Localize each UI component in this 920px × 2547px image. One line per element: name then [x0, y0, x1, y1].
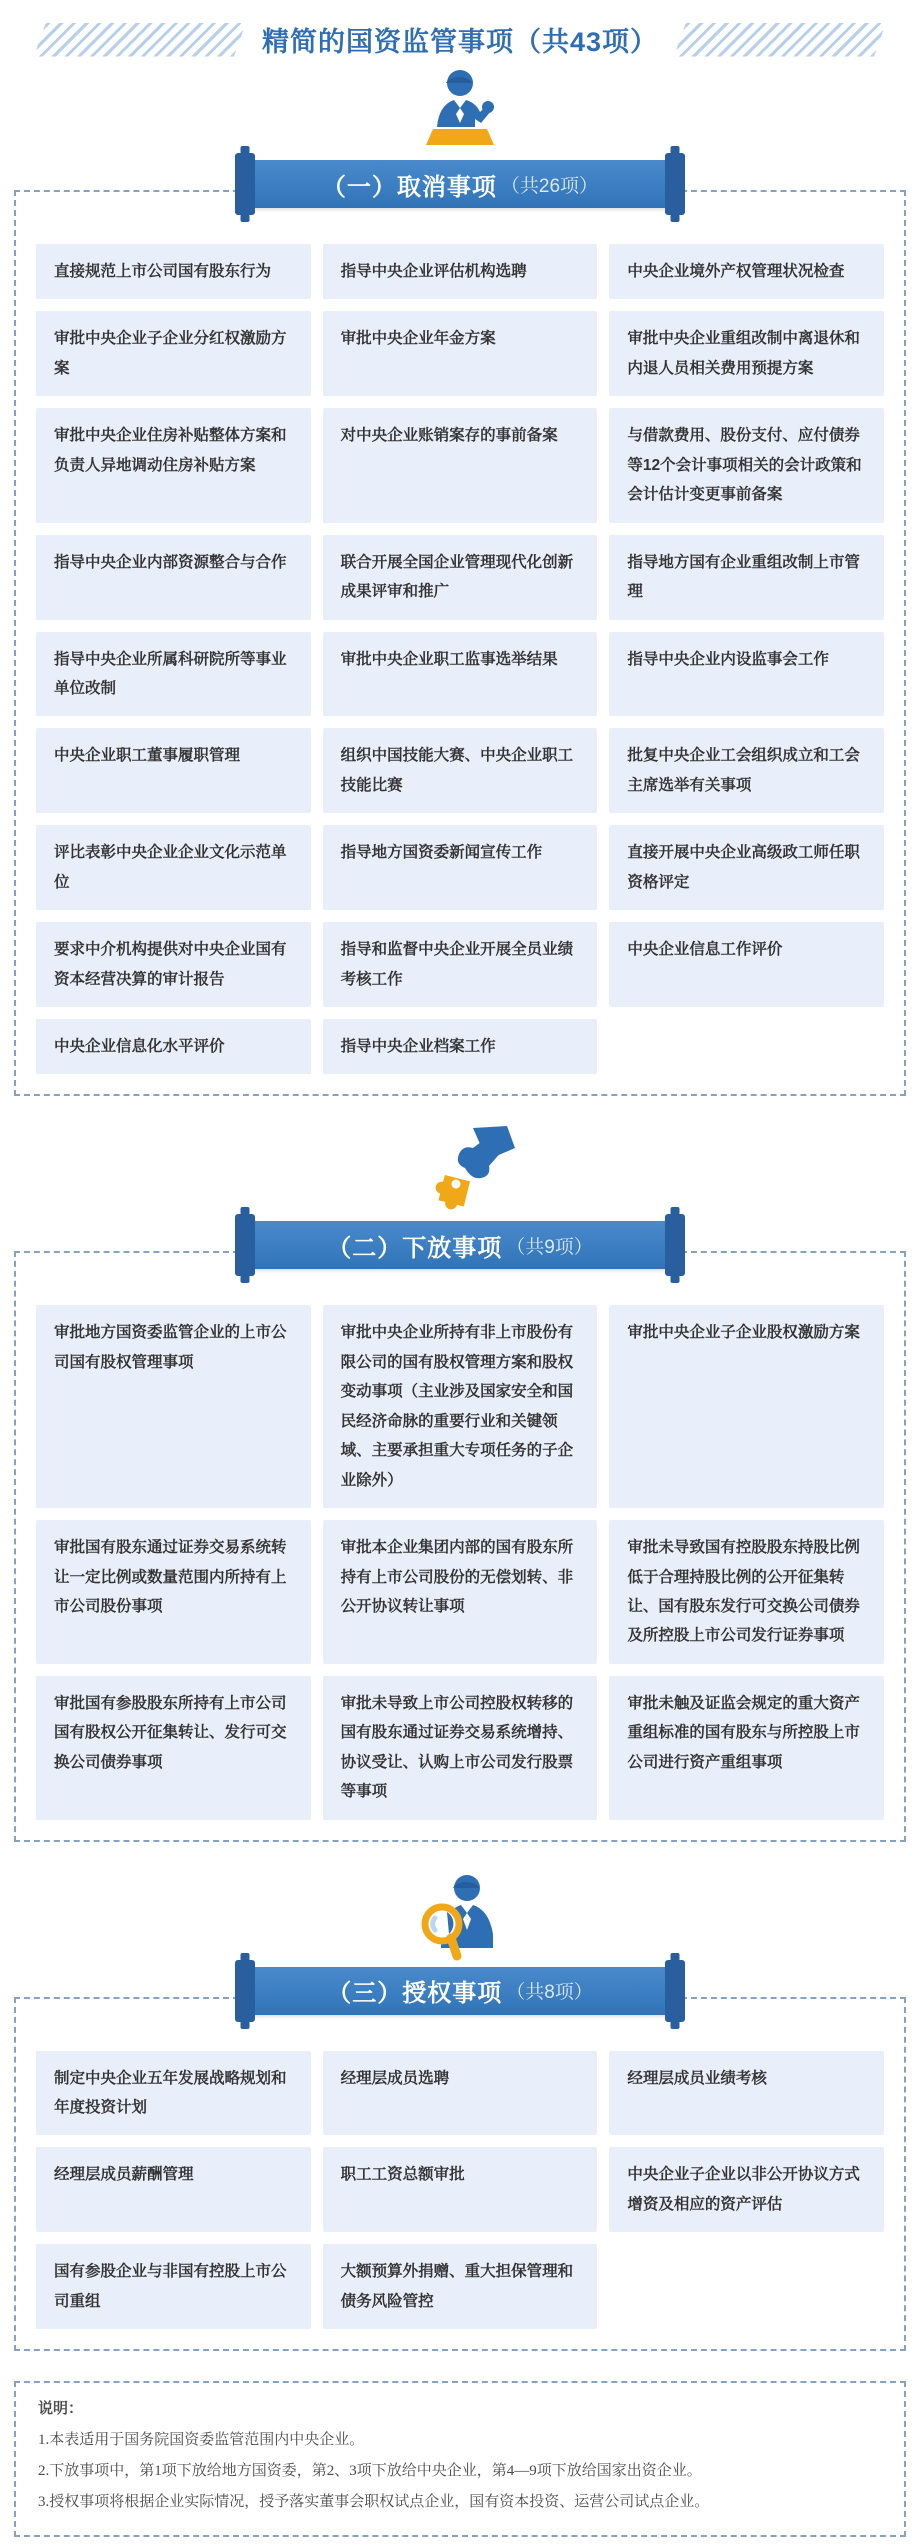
item-cell: 中央企业信息工作评价	[609, 922, 884, 1007]
section-cancel-header	[14, 65, 906, 215]
note-line: 1.本表适用于国务院国资委监管范围内中央企业。	[38, 2432, 365, 2449]
hand-puzzle-icon	[395, 1126, 525, 1220]
section-cancel-count: （共26项）	[500, 175, 599, 197]
item-cell: 中央企业境外产权管理状况检查	[609, 244, 884, 299]
scroll-cap-right	[665, 1960, 685, 2022]
item-cell: 中央企业职工董事履职管理	[36, 728, 311, 813]
section-authorize-title: （三）授权事项	[327, 1980, 503, 2008]
item-cell: 审批中央企业重组改制中离退休和内退人员相关费用预提方案	[609, 311, 884, 396]
scroll-cap-left	[235, 153, 255, 215]
item-cell: 经理层成员薪酬管理	[36, 2147, 311, 2232]
item-cell: 制定中央企业五年发展战略规划和年度投资计划	[36, 2051, 311, 2136]
item-cell: 指导中央企业内设监事会工作	[609, 632, 884, 717]
item-cell: 审批未导致上市公司控股权转移的国有股东通过证券交易系统增持、协议受让、认购上市公司发行股票等事项	[323, 1676, 598, 1820]
item-cell: 中央企业信息化水平评价	[36, 1019, 311, 1074]
scroll-cap-left	[235, 1214, 255, 1276]
item-cell: 审批中央企业子企业分红权激励方案	[36, 311, 311, 396]
section-cancel	[14, 65, 906, 1096]
section-authorize-items	[36, 2051, 884, 2330]
item-cell: 审批中央企业所持有非上市股份有限公司的国有股权管理方案和股权变动事项（主业涉及国家安全和国民经济命脉的重要行业和关键领域、主要承担重大专项任务的子企业除外）	[323, 1305, 598, 1508]
section-cancel-title: （一）取消事项	[321, 173, 497, 201]
item-cell: 联合开展全国企业管理现代化创新成果评审和推广	[323, 535, 598, 620]
section-delegate-count: （共9项）	[506, 1236, 593, 1258]
note-line: 3.授权事项将根据企业实际情况，授予落实董事会职权试点企业，国有资本投资、运营公司试点企业。	[38, 2494, 710, 2511]
item-cell: 审批中央企业职工监事选举结果	[323, 632, 598, 717]
page-title: 精简的国资监管事项（共43项）	[261, 27, 659, 57]
item-cell: 与借款费用、股份支付、应付债券等12个会计事项相关的会计政策和会计估计变更事前备案	[609, 408, 884, 522]
section-authorize-count: （共8项）	[506, 1982, 593, 2004]
item-cell: 评比表彰中央企业企业文化示范单位	[36, 825, 311, 910]
item-cell: 直接规范上市公司国有股东行为	[36, 244, 311, 299]
section-delegate-title: （二）下放事项	[327, 1234, 503, 1262]
item-cell: 经理层成员业绩考核	[609, 2051, 884, 2136]
scroll-cap-right	[665, 153, 685, 215]
section-authorize-banner	[235, 1960, 685, 2022]
hatch-decoration-left	[34, 23, 246, 57]
item-cell: 国有参股企业与非国有控股上市公司重组	[36, 2244, 311, 2329]
item-cell: 审批中央企业子企业股权激励方案	[609, 1305, 884, 1508]
item-cell: 审批未触及证监会规定的重大资产重组标准的国有股东与所控股上市公司进行资产重组事项	[609, 1676, 884, 1820]
item-cell: 指导和监督中央企业开展全员业绩考核工作	[323, 922, 598, 1007]
item-cell: 中央企业子企业以非公开协议方式增资及相应的资产评估	[609, 2147, 884, 2232]
hatch-decoration-right	[674, 23, 886, 57]
item-cell: 审批中央企业住房补贴整体方案和负责人异地调动住房补贴方案	[36, 408, 311, 522]
item-cell: 审批地方国资委监管企业的上市公司国有股权管理事项	[36, 1305, 311, 1508]
item-cell: 指导中央企业所属科研院所等事业单位改制	[36, 632, 311, 717]
scroll-cap-left	[235, 1960, 255, 2022]
item-cell: 审批国有股东通过证券交易系统转让一定比例或数量范围内所持有上市公司股份事项	[36, 1520, 311, 1664]
item-cell: 指导中央企业评估机构选聘	[323, 244, 598, 299]
item-cell: 直接开展中央企业高级政工师任职资格评定	[609, 825, 884, 910]
item-cell: 要求中介机构提供对中央企业国有资本经营决算的审计报告	[36, 922, 311, 1007]
item-cell: 指导地方国资委新闻宣传工作	[323, 825, 598, 910]
notes-box	[14, 2381, 906, 2537]
section-delegate-banner	[235, 1214, 685, 1276]
section-authorize-box	[14, 1997, 906, 2352]
item-cell: 指导中央企业档案工作	[323, 1019, 598, 1074]
section-delegate-header	[14, 1126, 906, 1276]
podium-speaker-icon	[395, 65, 525, 159]
item-cell: 审批国有参股股东所持有上市公司国有股权公开征集转让、发行可交换公司债券事项	[36, 1676, 311, 1820]
item-cell: 指导地方国有企业重组改制上市管理	[609, 535, 884, 620]
item-cell: 职工工资总额审批	[323, 2147, 598, 2232]
magnifier-person-icon	[395, 1872, 525, 1966]
scroll-cap-right	[665, 1214, 685, 1276]
section-delegate	[14, 1126, 906, 1841]
section-delegate-items	[36, 1305, 884, 1819]
section-authorize-header	[14, 1872, 906, 2022]
item-cell: 经理层成员选聘	[323, 2051, 598, 2136]
item-cell: 审批中央企业年金方案	[323, 311, 598, 396]
item-cell: 审批本企业集团内部的国有股东所持有上市公司股份的无偿划转、非公开协议转让事项	[323, 1520, 598, 1664]
item-cell: 审批未导致国有控股股东持股比例低于合理持股比例的公开征集转让、国有股东发行可交换公司债券及所控股上市公司发行证券事项	[609, 1520, 884, 1664]
page-header	[0, 0, 920, 65]
section-cancel-items	[36, 244, 884, 1074]
item-cell: 对中央企业账销案存的事前备案	[323, 408, 598, 522]
item-cell: 指导中央企业内部资源整合与合作	[36, 535, 311, 620]
notes-lines	[38, 2428, 882, 2514]
section-cancel-box	[14, 190, 906, 1096]
notes-label: 说明：	[38, 2401, 84, 2418]
note-line: 2.下放事项中，第1项下放给地方国资委，第2、3项下放给中央企业，第4—9项下放给国家出资企业。	[38, 2463, 702, 2480]
item-cell: 组织中国技能大赛、中央企业职工技能比赛	[323, 728, 598, 813]
section-delegate-box	[14, 1251, 906, 1841]
section-authorize	[14, 1872, 906, 2352]
item-cell: 大额预算外捐赠、重大担保管理和债务风险管控	[323, 2244, 598, 2329]
section-cancel-banner	[235, 153, 685, 215]
item-cell: 批复中央企业工会组织成立和工会主席选举有关事项	[609, 728, 884, 813]
